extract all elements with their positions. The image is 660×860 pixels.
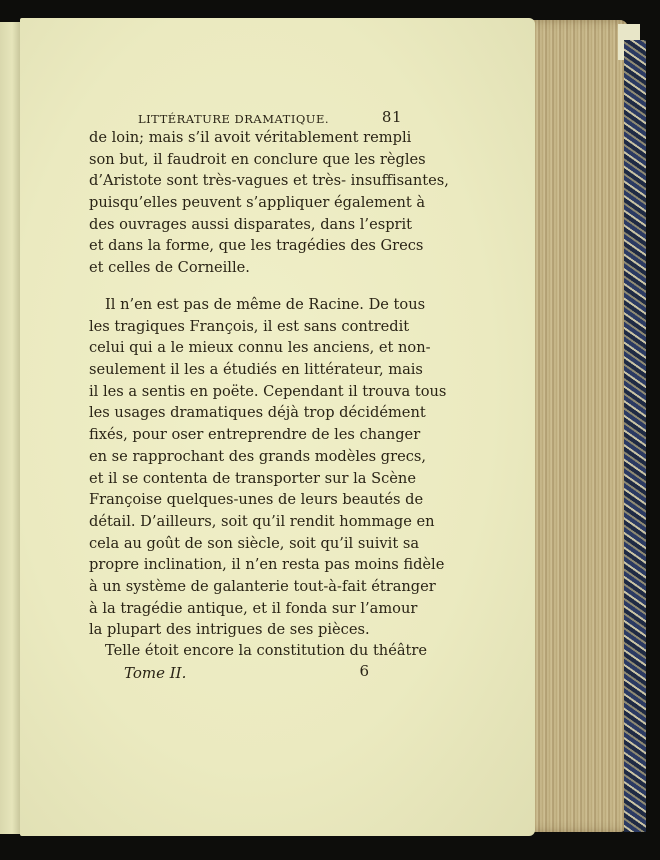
text-line: et celles de Corneille. (89, 259, 250, 277)
page-block-edges (520, 20, 628, 832)
text-line: son but, il faudroit en conclure que les règles (89, 150, 426, 168)
text-line: et dans la forme, que les tragédies des Grecs (89, 237, 424, 255)
text-line: cela au goût de son siècle, soit qu’il suivit sa (89, 534, 420, 552)
paragraph-2 (89, 294, 447, 641)
text-line: de loin; mais s’il avoit véritablement rempli (89, 129, 412, 146)
text-line: à la tragédie antique, et il fonda sur l’amour (89, 599, 418, 617)
text-line: Il n’en est pas de même de Racine. De tous (105, 296, 426, 313)
text-line: Telle étoit encore la constitution du théâtre (105, 642, 428, 659)
text-line: fixés, pour oser entreprendre de les changer (89, 426, 421, 444)
text-line: et il se contenta de transporter sur la Scène (89, 469, 416, 487)
text-line: en se rapprochant des grands modèles grecs, (89, 447, 427, 465)
text-line: celui qui a le mieux connu les anciens, et non- (89, 339, 431, 357)
running-head-title: LITTÉRATURE DRAMATIQUE. (138, 112, 330, 126)
running-head (138, 108, 402, 126)
text-line: la plupart des intrigues de ses pièces. (89, 621, 370, 639)
previous-page-edge (0, 22, 20, 834)
text-line: à un système de galanterie tout-à-fait étranger (89, 577, 436, 595)
marbled-cover (624, 40, 646, 832)
volume-label: Tome II. (124, 664, 187, 682)
text-line: les usages dramatiques déjà trop décidément (89, 404, 426, 422)
page-number: 81 (381, 108, 402, 126)
page-footer (124, 664, 369, 682)
paragraph-1 (89, 127, 449, 279)
text-line: seulement il les a étudiés en littérateur, mais (89, 361, 423, 379)
paragraph-3 (89, 640, 428, 662)
text-line: les tragiques François, il est sans contredit (89, 317, 410, 335)
text-line: il les a sentis en poëte. Cependant il trouva tous (89, 382, 447, 400)
text-line: propre inclination, il n’en resta pas moins fidèle (89, 556, 445, 574)
text-line: Françoise quelques-unes de leurs beautés de (89, 491, 424, 509)
text-line: d’Aristote sont très-vagues et très- insuffisantes, (89, 172, 449, 190)
signature-mark: 6 (359, 662, 369, 680)
text-line: puisqu’elles peuvent s’appliquer également à (89, 194, 426, 212)
text-line: des ouvrages aussi disparates, dans l’esprit (89, 215, 413, 233)
text-line: détail. D’ailleurs, soit qu’il rendit hommage en (89, 512, 435, 530)
